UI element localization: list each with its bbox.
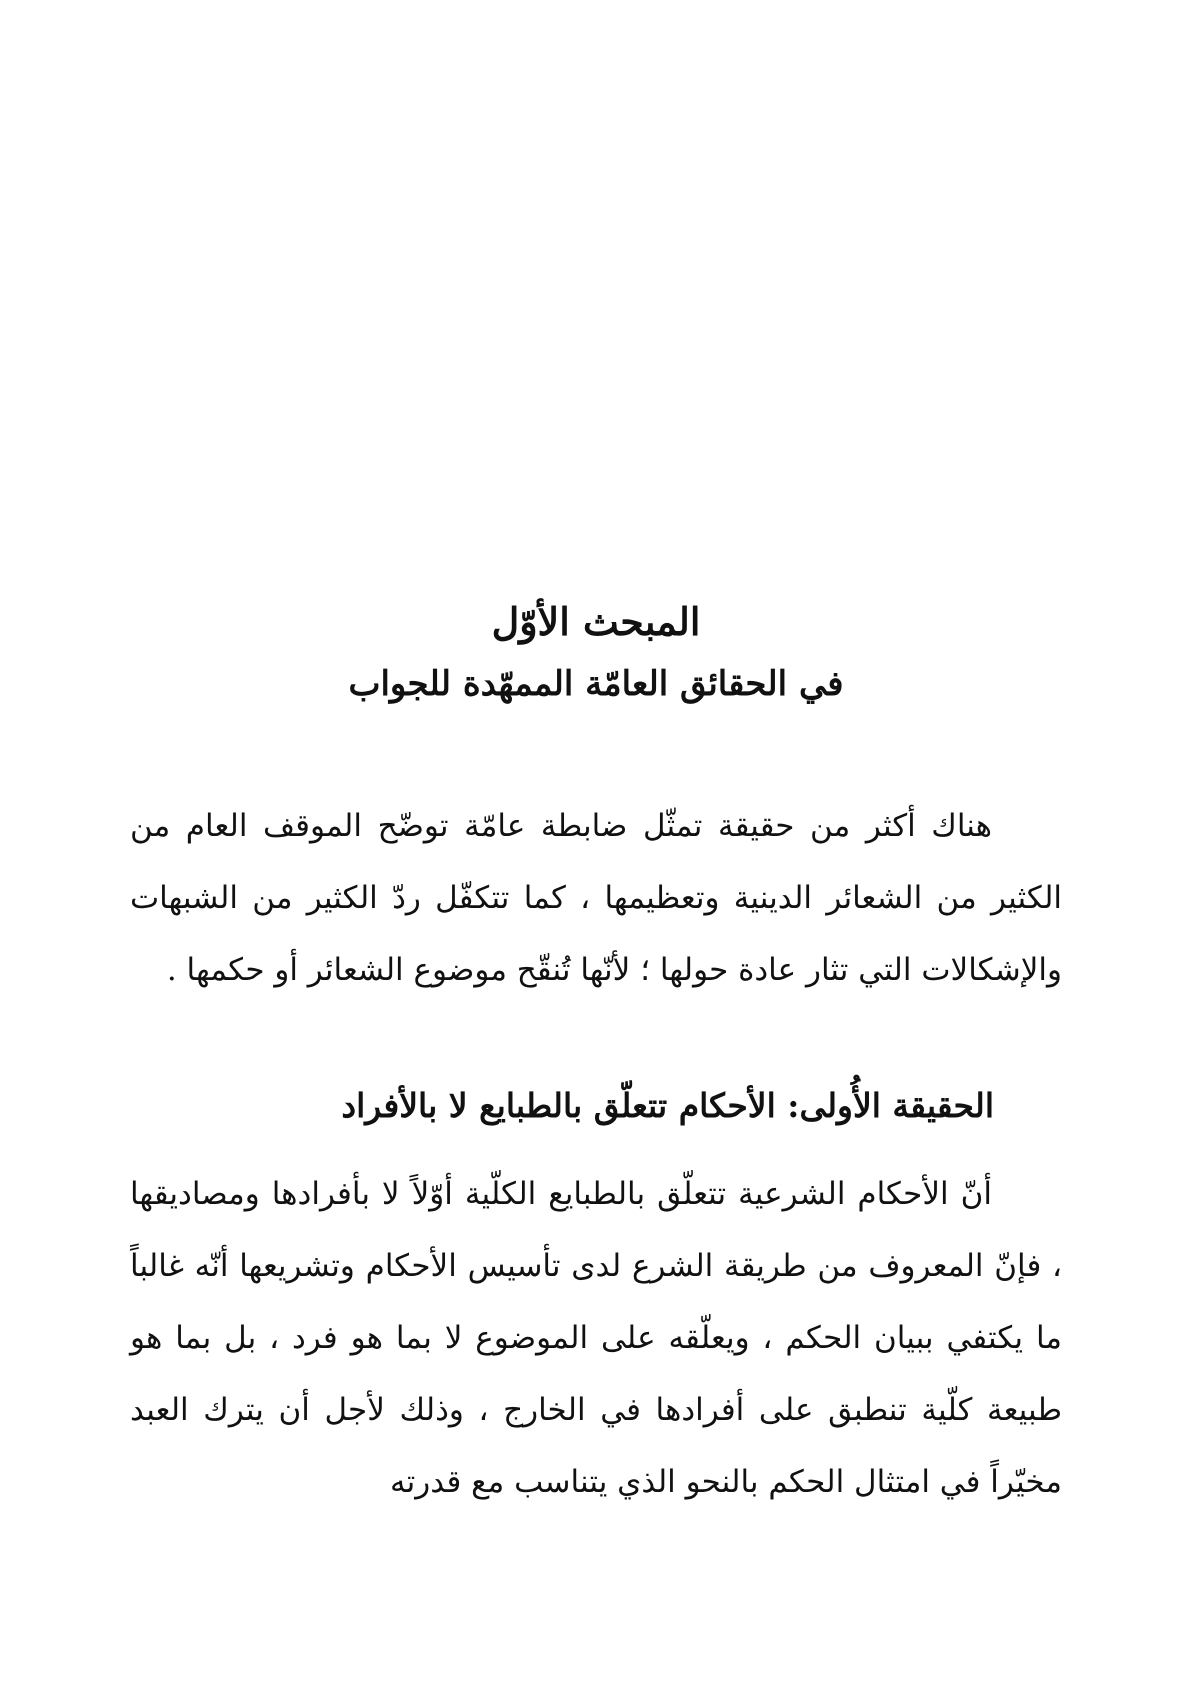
section-paragraph: أنّ الأحكام الشرعية تتعلّق بالطبايع الكلّية أوّلاً لا بأفرادها ومصاديقها ، فإنّ المعروف من طريقة الشرع لدى تأسيس الأحكام وتشريعها أنّه غالباً ما يكتفي ببيان الحكم ، ويعلّقه على الموضوع لا بما هو فرد ، بل بما هو طبيعة كلّية تنطبق على أفرادها في الخارج ، وذلك لأجل أن يترك العبد مخيّراً في امتثال الحكم بالنحو الذي يتناسب مع قدرته <box>130 1176 1062 1500</box>
chapter-title: المبحث الأوّل <box>491 599 701 644</box>
section-heading: الحقيقة الأُولى: الأحكام تتعلّق بالطبايع لا بالأفراد <box>341 1086 994 1125</box>
intro-paragraph: هناك أكثر من حقيقة تمثّل ضابطة عامّة توضّح الموقف العام من الكثير من الشعائر الدينية وتعظيمها ، كما تتكفّل ردّ الكثير من الشبهات والإشكالات التي تثار عادة حولها ؛ لأنّها تُنقّح موضوع الشعائر أو حكمها . <box>130 808 1062 988</box>
chapter-subtitle: في الحقائق العامّة الممهّدة للجواب <box>348 664 844 704</box>
page-content <box>130 590 1062 1518</box>
